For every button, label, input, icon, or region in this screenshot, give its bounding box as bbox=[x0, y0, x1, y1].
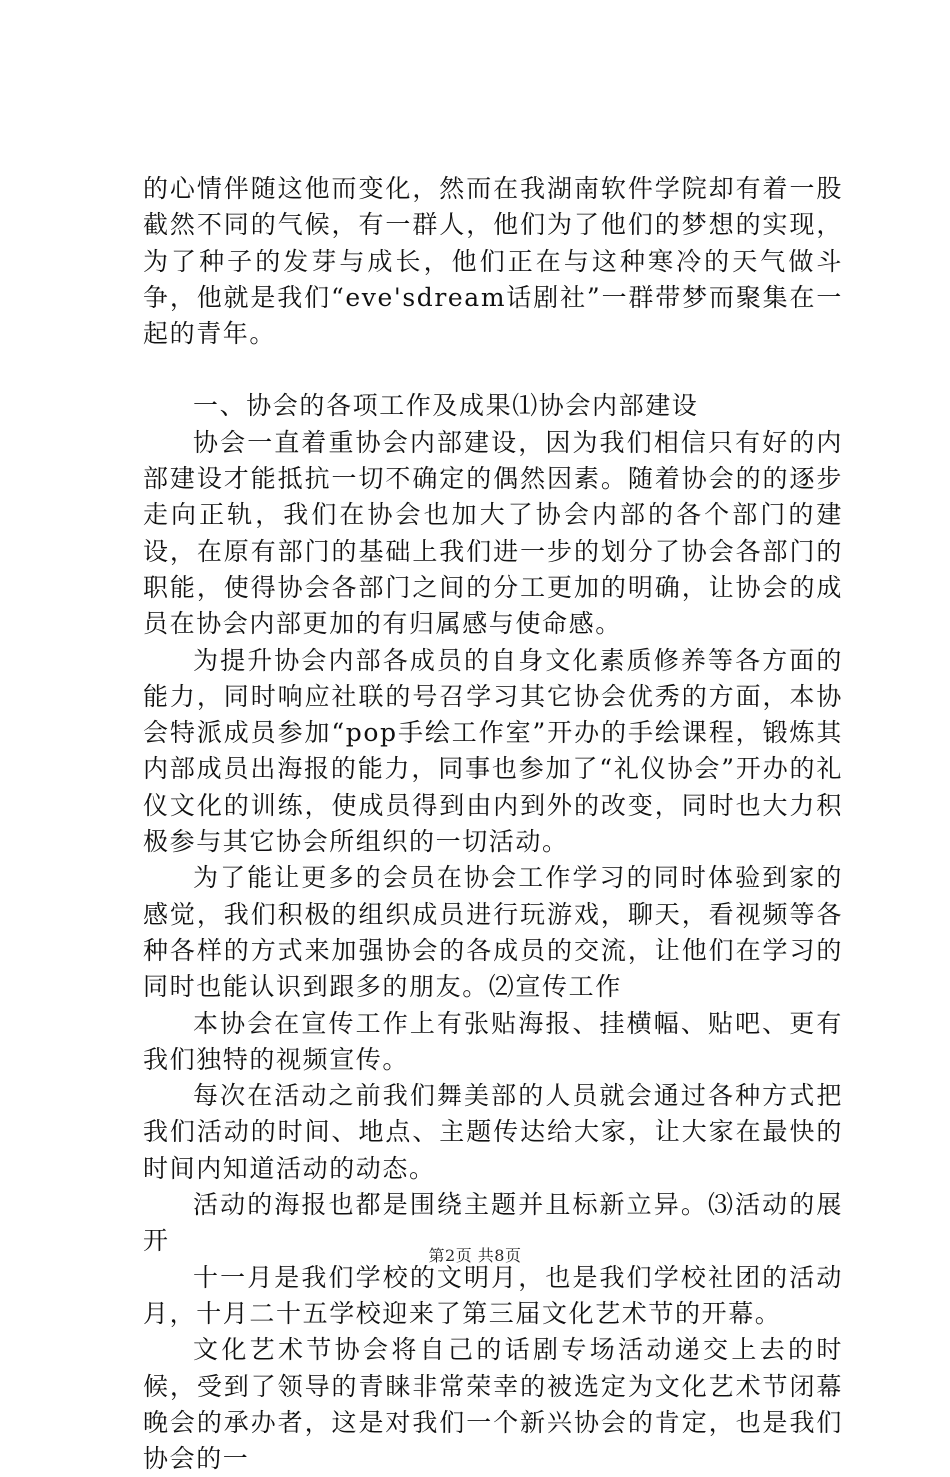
paragraph-intro: 的心情伴随这他而变化，然而在我湖南软件学院却有着一股截然不同的气候，有一群人，他们为了他们的梦想的实现，为了种子的发芽与成长，他们正在与这种寒冷的天气做斗争，他就是我们“eve'sdream话剧社”一群带梦而聚集在一起的青年。 bbox=[143, 174, 843, 349]
document-body bbox=[143, 171, 843, 1477]
section-heading: 一、协会的各项工作及成果⑴协会内部建设 bbox=[193, 391, 699, 421]
paragraph-art-festival: 文化艺术节协会将自己的话剧专场活动递交上去的时候，受到了领导的青睐非常荣幸的被选定为文化艺术节闭幕晚会的承办者，这是对我们一个新兴协会的肯定，也是我们协会的一 bbox=[143, 1335, 843, 1474]
page-number-footer: 第2页 共8页 bbox=[428, 1246, 522, 1265]
paragraph-posters: 活动的海报也都是围绕主题并且标新立异。⑶活动的展开 bbox=[143, 1190, 843, 1256]
paragraph-internal-building: 协会一直着重协会内部建设，因为我们相信只有好的内部建设才能抵抗一切不确定的偶然因素。随着协会的的逐步走向正轨，我们在协会也加大了协会内部的各个部门的建设，在原有部门的基础上我们进一步的划分了协会各部门的职能，使得协会各部门之间的分工更加的明确，让协会的成员在协会内部更加的有归属感与使命感。 bbox=[143, 427, 843, 639]
paragraph-stage-department: 每次在活动之前我们舞美部的人员就会通过各种方式把我们活动的时间、地点、主题传达给大家，让大家在最快的时间内知道活动的动态。 bbox=[143, 1081, 843, 1183]
paragraph-civilization-month: 十一月是我们学校的文明月，也是我们学校社团的活动月，十月二十五学校迎来了第三届文化艺术节的开幕。 bbox=[143, 1262, 843, 1328]
paragraph-training: 为提升协会内部各成员的自身文化素质修养等各方面的能力，同时响应社联的号召学习其它协会优秀的方面，本协会特派成员参加“pop手绘工作室”开办的手绘课程，锻炼其内部成员出海报的能力，同事也参加了“礼仪协会”开办的礼仪文化的训练，使成员得到由内到外的改变，同时也大力积极参与其它协会所组织的一切活动。 bbox=[143, 645, 843, 857]
paragraph-member-exchange: 为了能让更多的会员在协会工作学习的同时体验到家的感觉，我们积极的组织成员进行玩游戏，聊天，看视频等各种各样的方式来加强协会的各成员的交流，让他们在学习的同时也能认识到跟多的朋友。⑵宣传工作 bbox=[143, 863, 843, 1002]
paragraph-publicity: 本协会在宣传工作上有张贴海报、挂横幅、贴吧、更有我们独特的视频宣传。 bbox=[143, 1008, 843, 1074]
